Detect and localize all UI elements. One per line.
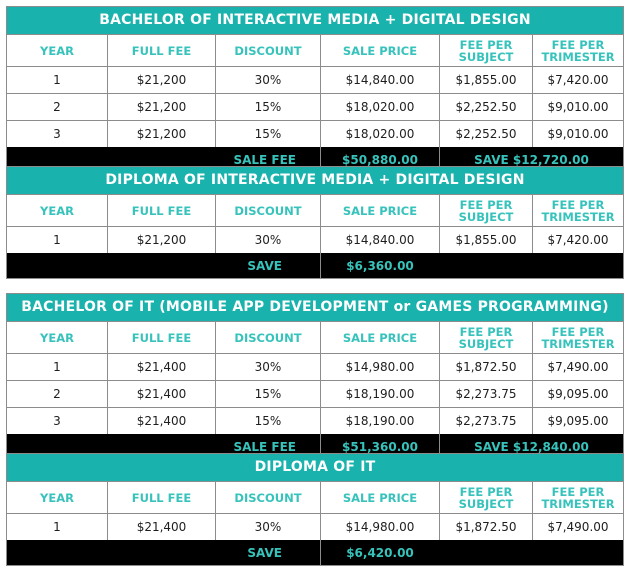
col-header-fee-per-subject: FEE PER SUBJECT bbox=[439, 482, 532, 513]
cell-year: 3 bbox=[53, 414, 61, 428]
cell-full-fee: $21,200 bbox=[107, 94, 215, 120]
diploma-imdd-table bbox=[6, 166, 624, 279]
cell-full-fee: $21,400 bbox=[107, 354, 215, 380]
col-header-full-fee: FULL FEE bbox=[107, 35, 215, 66]
col-header-year: YEAR bbox=[40, 43, 74, 58]
col-header-full-fee: FULL FEE bbox=[107, 322, 215, 353]
save-amount: SAVE $12,720.00 bbox=[439, 147, 623, 172]
sale-fee-label: SALE FEE bbox=[233, 439, 296, 454]
save-label: SAVE bbox=[247, 258, 282, 273]
col-header-fee-per-trimester: FEE PER TRIMESTER bbox=[532, 482, 623, 513]
col-header-sale-price: SALE PRICE bbox=[320, 195, 439, 226]
cell-discount: 15% bbox=[215, 94, 320, 120]
cell-discount: 15% bbox=[215, 121, 320, 147]
footer-empty bbox=[439, 253, 623, 278]
table-row bbox=[7, 93, 623, 120]
cell-sale-price: $14,980.00 bbox=[320, 354, 439, 380]
bachelor-imdd-table bbox=[6, 6, 624, 173]
col-header-discount: DISCOUNT bbox=[215, 35, 320, 66]
table-row bbox=[7, 407, 623, 434]
col-header-full-fee: FULL FEE bbox=[107, 482, 215, 513]
bachelor-imdd-title: BACHELOR OF INTERACTIVE MEDIA + DIGITAL DESIGN bbox=[7, 7, 623, 34]
col-header-fee-per-subject: FEE PER SUBJECT bbox=[439, 35, 532, 66]
col-header-year: YEAR bbox=[40, 330, 74, 345]
cell-year: 2 bbox=[53, 387, 61, 401]
col-header-full-fee: FULL FEE bbox=[107, 195, 215, 226]
cell-sale-price: $18,020.00 bbox=[320, 121, 439, 147]
cell-sale-price: $14,980.00 bbox=[320, 514, 439, 540]
cell-year: 3 bbox=[53, 127, 61, 141]
cell-sale-price: $18,020.00 bbox=[320, 94, 439, 120]
bachelor-imdd-header-row bbox=[7, 34, 623, 66]
cell-fee-per-trimester: $9,095.00 bbox=[532, 408, 623, 434]
cell-discount: 30% bbox=[215, 67, 320, 93]
diploma-it-title: DIPLOMA OF IT bbox=[7, 454, 623, 481]
cell-fee-per-subject: $2,273.75 bbox=[439, 408, 532, 434]
col-header-discount: DISCOUNT bbox=[215, 482, 320, 513]
cell-full-fee: $21,400 bbox=[107, 408, 215, 434]
cell-sale-price: $18,190.00 bbox=[320, 408, 439, 434]
cell-year: 2 bbox=[53, 100, 61, 114]
col-header-discount: DISCOUNT bbox=[215, 195, 320, 226]
save-value: $6,360.00 bbox=[320, 253, 439, 278]
table-row bbox=[7, 120, 623, 147]
diploma-it-table bbox=[6, 453, 624, 566]
save-value: $6,420.00 bbox=[320, 540, 439, 565]
col-header-sale-price: SALE PRICE bbox=[320, 482, 439, 513]
cell-year: 1 bbox=[53, 73, 61, 87]
cell-fee-per-subject: $2,252.50 bbox=[439, 121, 532, 147]
cell-fee-per-trimester: $7,490.00 bbox=[532, 514, 623, 540]
sale-fee-label: SALE FEE bbox=[233, 152, 296, 167]
cell-fee-per-trimester: $7,490.00 bbox=[532, 354, 623, 380]
diploma-it-footer bbox=[7, 540, 623, 565]
bachelor-it-title: BACHELOR OF IT (MOBILE APP DEVELOPMENT or GAMES PROGRAMMING) bbox=[7, 294, 623, 321]
save-label: SAVE bbox=[247, 545, 282, 560]
cell-fee-per-trimester: $9,095.00 bbox=[532, 381, 623, 407]
cell-sale-price: $18,190.00 bbox=[320, 381, 439, 407]
diploma-it-header-row bbox=[7, 481, 623, 513]
footer-empty bbox=[439, 540, 623, 565]
cell-fee-per-trimester: $9,010.00 bbox=[532, 94, 623, 120]
col-header-year: YEAR bbox=[40, 490, 74, 505]
cell-year: 1 bbox=[53, 233, 61, 247]
cell-fee-per-subject: $2,273.75 bbox=[439, 381, 532, 407]
cell-fee-per-trimester: $9,010.00 bbox=[532, 121, 623, 147]
cell-full-fee: $21,400 bbox=[107, 514, 215, 540]
col-header-year: YEAR bbox=[40, 203, 74, 218]
save-amount: SAVE $12,840.00 bbox=[439, 434, 623, 459]
cell-discount: 30% bbox=[215, 227, 320, 253]
cell-fee-per-subject: $1,872.50 bbox=[439, 514, 532, 540]
bachelor-it-table bbox=[6, 293, 624, 460]
col-header-sale-price: SALE PRICE bbox=[320, 322, 439, 353]
sale-fee-value: $50,880.00 bbox=[320, 147, 439, 172]
cell-year: 1 bbox=[53, 360, 61, 374]
cell-sale-price: $14,840.00 bbox=[320, 227, 439, 253]
cell-fee-per-subject: $2,252.50 bbox=[439, 94, 532, 120]
diploma-imdd-title: DIPLOMA OF INTERACTIVE MEDIA + DIGITAL DESIGN bbox=[7, 167, 623, 194]
col-header-fee-per-subject: FEE PER SUBJECT bbox=[439, 195, 532, 226]
table-row bbox=[7, 380, 623, 407]
cell-fee-per-trimester: $7,420.00 bbox=[532, 227, 623, 253]
diploma-imdd-footer bbox=[7, 253, 623, 278]
cell-year: 1 bbox=[53, 520, 61, 534]
diploma-imdd-header-row bbox=[7, 194, 623, 226]
cell-discount: 15% bbox=[215, 381, 320, 407]
col-header-sale-price: SALE PRICE bbox=[320, 35, 439, 66]
cell-sale-price: $14,840.00 bbox=[320, 67, 439, 93]
table-row bbox=[7, 226, 623, 253]
cell-full-fee: $21,200 bbox=[107, 227, 215, 253]
cell-discount: 30% bbox=[215, 514, 320, 540]
cell-full-fee: $21,400 bbox=[107, 381, 215, 407]
table-row bbox=[7, 66, 623, 93]
cell-fee-per-subject: $1,872.50 bbox=[439, 354, 532, 380]
cell-full-fee: $21,200 bbox=[107, 121, 215, 147]
cell-discount: 30% bbox=[215, 354, 320, 380]
col-header-fee-per-trimester: FEE PER TRIMESTER bbox=[532, 35, 623, 66]
col-header-fee-per-trimester: FEE PER TRIMESTER bbox=[532, 322, 623, 353]
bachelor-it-header-row bbox=[7, 321, 623, 353]
cell-fee-per-subject: $1,855.00 bbox=[439, 227, 532, 253]
col-header-fee-per-trimester: FEE PER TRIMESTER bbox=[532, 195, 623, 226]
table-row bbox=[7, 353, 623, 380]
cell-full-fee: $21,200 bbox=[107, 67, 215, 93]
sale-fee-value: $51,360.00 bbox=[320, 434, 439, 459]
cell-discount: 15% bbox=[215, 408, 320, 434]
col-header-discount: DISCOUNT bbox=[215, 322, 320, 353]
col-header-fee-per-subject: FEE PER SUBJECT bbox=[439, 322, 532, 353]
table-row bbox=[7, 513, 623, 540]
cell-fee-per-trimester: $7,420.00 bbox=[532, 67, 623, 93]
cell-fee-per-subject: $1,855.00 bbox=[439, 67, 532, 93]
